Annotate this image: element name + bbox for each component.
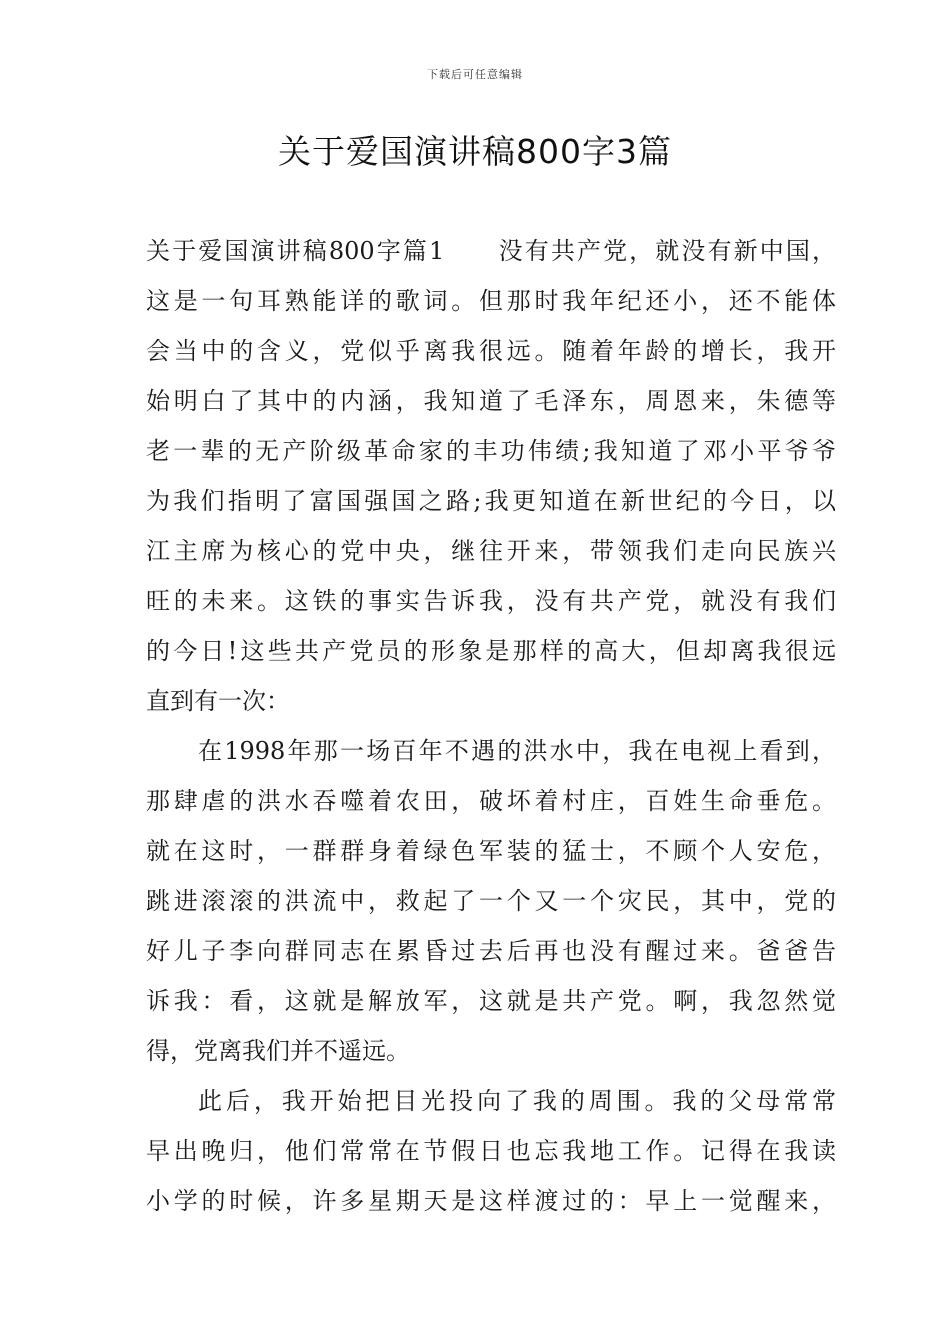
text-line: 的今日!这些共产党员的形象是那样的高大，但却离我很远: [146, 637, 836, 665]
text-line: 为我们指明了富国强国之路;我更知道在新世纪的今日，以: [146, 487, 836, 515]
paragraph-2: [146, 726, 836, 1076]
text-line: 在1998年那一场百年不遇的洪水中，我在电视上看到，: [198, 737, 836, 765]
paragraph-3: [146, 1076, 836, 1226]
text-line: 直到有一次：: [146, 687, 290, 715]
text-line: 老一辈的无产阶级革命家的丰功伟绩;我知道了邓小平爷爷: [146, 437, 836, 465]
text-line: 就在这时，一群群身着绿色军装的猛士，不顾个人安危，: [146, 837, 836, 865]
text-line: 会当中的含义，党似乎离我很远。随着年龄的增长，我开: [146, 337, 836, 365]
text-line: 旺的未来。这铁的事实告诉我，没有共产党，就没有我们: [146, 587, 836, 615]
text-line: 始明白了其中的内涵，我知道了毛泽东，周恩来，朱德等: [146, 387, 836, 415]
text-line: 早出晚归，他们常常在节假日也忘我地工作。记得在我读: [146, 1137, 836, 1165]
text-line: 关于爱国演讲稿800字篇1 没有共产党，就没有新中国，: [146, 237, 836, 265]
text-line: 得，党离我们并不遥远。: [146, 1037, 410, 1065]
text-line: 跳进滚滚的洪流中，救起了一个又一个灾民，其中，党的: [146, 887, 836, 915]
text-line: 这是一句耳熟能详的歌词。但那时我年纪还小，还不能体: [146, 287, 836, 315]
document-title: 关于爱国演讲稿800字3篇: [278, 132, 672, 171]
header-note: 下载后可任意编辑: [427, 68, 523, 81]
text-line: 小学的时候，许多星期天是这样渡过的：早上一觉醒来，: [146, 1187, 836, 1215]
text-line: 那肆虐的洪水吞噬着农田，破坏着村庄，百姓生命垂危。: [146, 787, 836, 815]
text-line: 此后，我开始把目光投向了我的周围。我的父母常常: [198, 1087, 836, 1115]
text-line: 江主席为核心的党中央，继往开来，带领我们走向民族兴: [146, 537, 836, 565]
paragraph-1: [146, 226, 836, 726]
text-line: 诉我：看，这就是解放军，这就是共产党。啊，我忽然觉: [146, 987, 836, 1015]
text-line: 好儿子李向群同志在累昏过去后再也没有醒过来。爸爸告: [146, 937, 836, 965]
document-body: [146, 226, 836, 1226]
